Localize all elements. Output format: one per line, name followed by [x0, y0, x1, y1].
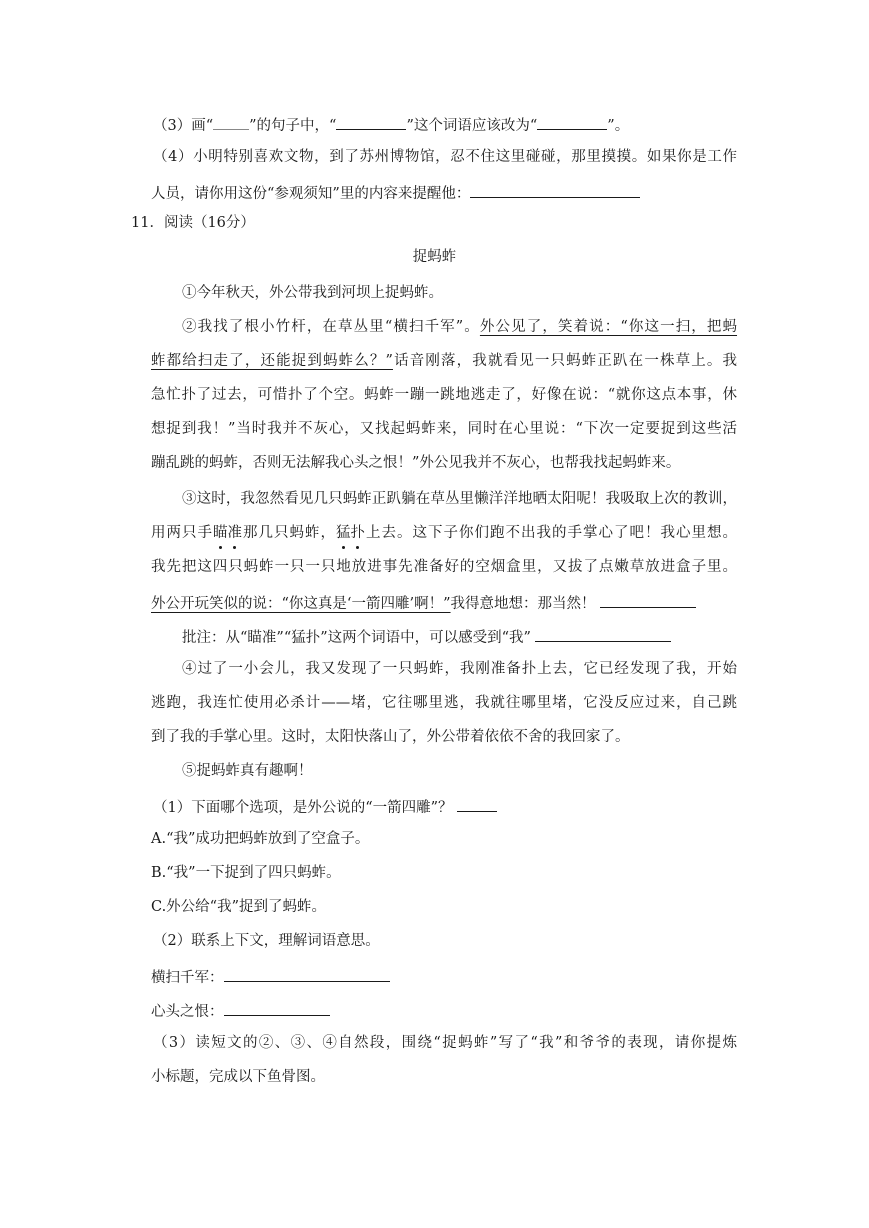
- annotation: [182, 625, 671, 648]
- q10-sub3-blank-3[interactable]: [537, 113, 607, 130]
- q11-heading: 11．阅读（16分）: [131, 215, 255, 231]
- annotation-text: 批注：从“瞄准”“猛扑”这两个词语中，可以感受到“我”: [182, 630, 531, 646]
- emphasis-char: 准: [227, 525, 242, 541]
- q10-sub3-text-b: ”的句子中，“: [249, 118, 337, 134]
- q10-sub4-line2: [151, 181, 640, 204]
- sub2-term2-blank[interactable]: [224, 999, 330, 1016]
- sub2-term2-label: 心头之恨：: [151, 1004, 224, 1020]
- option-b[interactable]: B.“我”一下捉到了四只蚂蚱。: [151, 865, 341, 881]
- para-2-line-2-plain: 话音刚落，我就看见一只蚂蚱正趴在一株草上。我: [392, 353, 738, 369]
- q10-sub3-blank-1[interactable]: [213, 113, 249, 130]
- emphasis-char: 瞄: [213, 525, 228, 541]
- sub3-line2: 小标题，完成以下鱼骨图。: [151, 1069, 325, 1085]
- para-3-line-4-underlined: 外公开玩笑似的说：“你这真是‘一箭四雕’啊！”: [151, 596, 451, 612]
- sub2-term1-label: 横扫千军：: [151, 970, 224, 986]
- para-3-line-3: 我先把这四只蚂蚱一只一只地放进事先准备好的空烟盒里，又拔了点嫩草放进盒子里。: [151, 559, 737, 575]
- para-4-line-3: 到了我的手掌心里。这时，太阳快落山了，外公带着依依不舍的我回家了。: [151, 729, 630, 745]
- para-1: ①今年秋天，外公带我到河坝上捉蚂蚱。: [182, 285, 443, 301]
- para-3-line-1: ③这时，我忽然看见几只蚂蚱正趴躺在草丛里懒洋洋地晒太阳呢！我吸取上次的教训，: [182, 491, 737, 507]
- para-2-line-1-plain: ②我找了根小竹杆，在草丛里“横扫千军”。: [182, 319, 480, 335]
- q10-sub3-text-a: （3）画“: [153, 118, 214, 134]
- para-2-line-1-underlined: 外公见了，笑着说：“你这一扫，把蚂: [479, 319, 738, 335]
- para-2-line-5: 蹦乱跳的蚂蚱，否则无法解我心头之恨！”外公见我并不灰心，也帮我找起蚂蚱来。: [151, 455, 681, 471]
- story-title: 捉蚂蚱: [412, 249, 457, 265]
- para-5: ⑤捉蚂蚱真有趣啊！: [182, 763, 313, 779]
- option-a[interactable]: A.“我”成功把蚂蚱放到了空盒子。: [151, 831, 370, 847]
- q10-sub4-blank[interactable]: [470, 181, 640, 198]
- para-3-line-2-b: 那几只蚂蚱，: [242, 525, 336, 541]
- para-4-line-1: ④过了一小会儿，我又发现了一只蚂蚱，我刚准备扑上去，它已经发现了我，开始: [182, 661, 737, 677]
- para-3-line-4-plain: 我得意地想：那当然！: [450, 596, 596, 612]
- sub1-question: [153, 795, 497, 818]
- sub1-question-text: （1）下面哪个选项，是外公说的“一箭四雕”？: [153, 800, 453, 816]
- emphasis-char: 猛: [336, 525, 351, 541]
- para-3-line-4: [151, 591, 696, 614]
- para-3-line-2-a: 用两只手: [151, 525, 213, 541]
- para-2-line-3: 急忙扑了过去，可惜扑了个空。蚂蚱一蹦一跳地逃走了，好像在说：“就你这点本事，休: [151, 387, 737, 403]
- para-2-line-4: 想捉到我！”当时我并不灰心，又找起蚂蚱来，同时在心里说：“下次一定要捉到这些活: [151, 421, 737, 437]
- q10-sub4-line1: （4）小明特别喜欢文物，到了苏州博物馆，忍不住这里碰碰，那里摸摸。如果你是工作: [153, 149, 737, 165]
- para-2-line-2: [151, 351, 737, 371]
- sub2-question: （2）联系上下文，理解词语意思。: [153, 933, 380, 949]
- q10-sub4-line2-text: 人员，请你用这份“参观须知”里的内容来提醒他：: [151, 186, 471, 202]
- sub1-blank[interactable]: [457, 795, 497, 812]
- para-2-line-1: [182, 317, 737, 337]
- q10-sub3-blank-2[interactable]: [336, 113, 406, 130]
- para-4-line-2: 逃跑，我连忙使用必杀计——堵，它往哪里逃，我就往哪里堵，它没反应过来，自己跳: [151, 695, 737, 711]
- annotation-blank[interactable]: [535, 625, 671, 642]
- q10-sub3-line: [153, 113, 629, 136]
- q10-sub3-text-d: ”。: [607, 118, 630, 134]
- q10-sub3-text-c: ”这个词语应该改为“: [406, 118, 538, 134]
- sub2-term1-blank[interactable]: [224, 965, 390, 982]
- para-3-line-2: [151, 523, 737, 543]
- option-c[interactable]: C.外公给“我”捉到了蚂蚱。: [151, 899, 327, 915]
- para-2-line-2-underlined: 蚱都给扫走了，还能捉到蚂蚱么？”: [151, 353, 393, 369]
- sub2-term1: [151, 965, 390, 988]
- para-3-line-2-c: 上去。这下子你们跑不出我的手掌心了吧！我心里想。: [365, 525, 737, 541]
- emphasis-char: 扑: [350, 525, 365, 541]
- sub2-term2: [151, 999, 330, 1022]
- sub3-line1: （3）读短文的②、③、④自然段，围绕“捉蚂蚱”写了“我”和爷爷的表现，请你提炼: [153, 1035, 737, 1051]
- para-3-blank[interactable]: [600, 591, 696, 608]
